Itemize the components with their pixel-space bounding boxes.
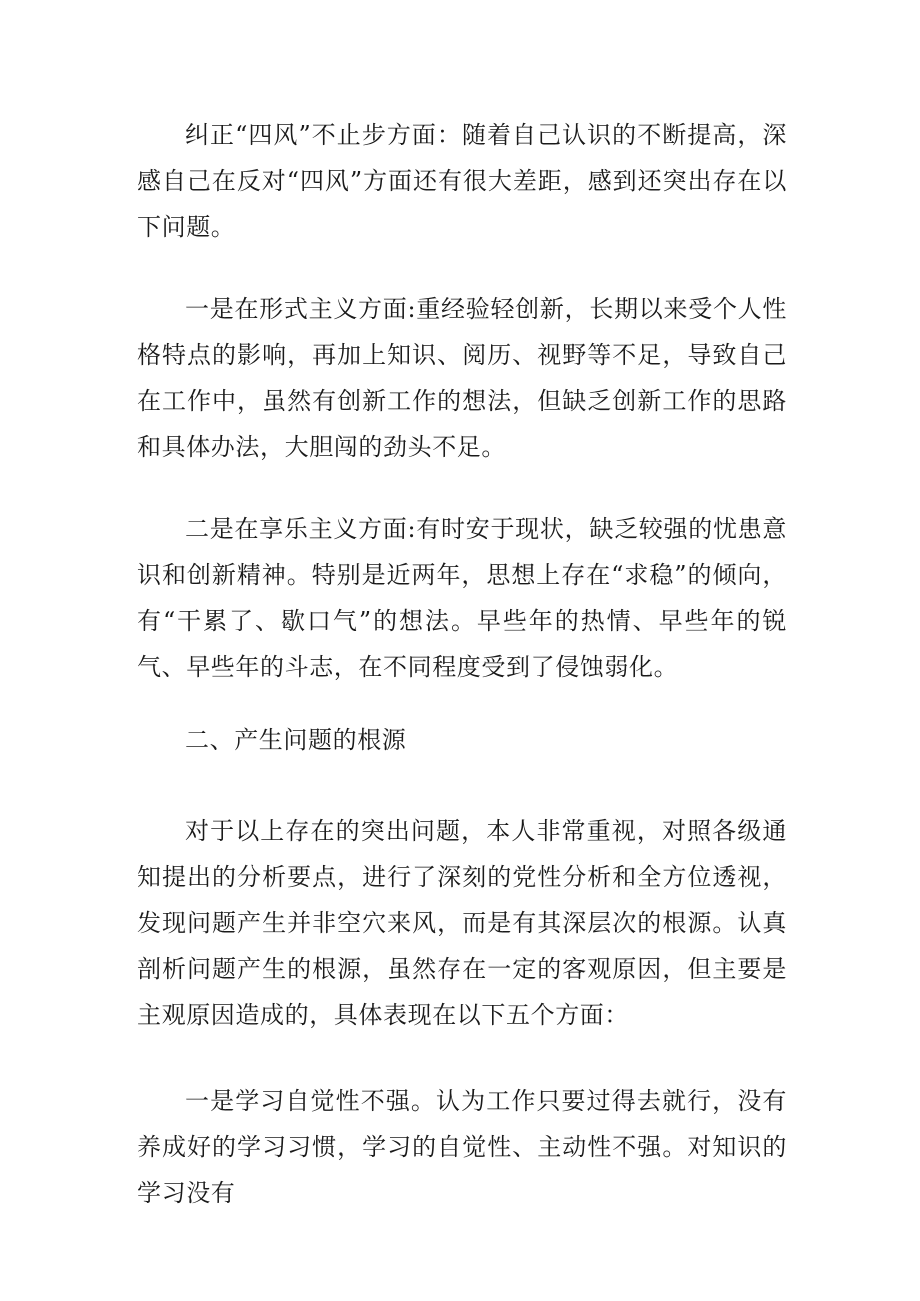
document-page [137,0,787,1301]
paragraph-root-causes-analysis: 对于以上存在的突出问题，本人非常重视，对照各级通知提出的分析要点，进行了深刻的党性分析和全方位透视，发现问题产生并非空穴来风，而是有其深层次的根源。认真剖析问题产生的根源，虽然存在一定的客观原因，但主要是主观原因造成的，具体表现在以下五个方面： [137,817,787,1029]
paragraph-four-winds-intro: 纠正“四风”不止步方面：随着自己认识的不断提高，深感自己在反对“四风”方面还有很大差距，感到还突出存在以下问题。 [137,121,787,241]
paragraph-formalism: 一是在形式主义方面:重经验轻创新，长期以来受个人性格特点的影响，再加上知识、阅历、视野等不足，导致自己在工作中，虽然有创新工作的想法，但缺乏创新工作的思路和具体办法，大胆闯的劲头不足。 [137,295,787,461]
section-heading-root-causes: 二、产生问题的根源 [185,726,407,754]
paragraph-hedonism: 二是在享乐主义方面:有时安于现状，缺乏较强的忧患意识和创新精神。特别是近两年，思想上存在“求稳”的倾向，有“干累了、歇口气”的想法。早些年的热情、早些年的锐气、早些年的斗志，在不同程度受到了侵蚀弱化。 [137,515,787,681]
paragraph-study-awareness: 一是学习自觉性不强。认为工作只要过得去就行，没有养成好的学习习惯，学习的自觉性、主动性不强。对知识的学习没有 [137,1087,787,1207]
